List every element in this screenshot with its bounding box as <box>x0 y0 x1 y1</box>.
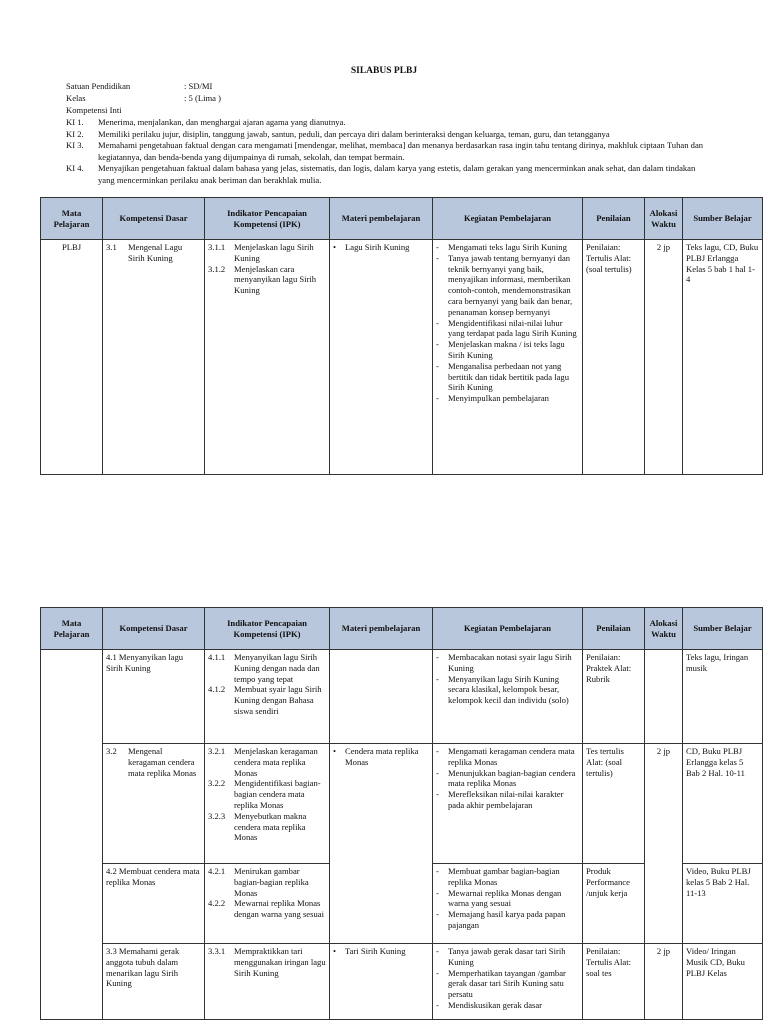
kegiatan-item: - Mewarnai replika Monas dengan warna yang sesuai <box>436 888 579 910</box>
page-title: SILABUS PLBJ <box>350 66 418 76</box>
kd-number: 3.1 <box>106 242 117 252</box>
cell-alokasi <box>645 650 683 744</box>
cell-sumber: Teks lagu, CD, Buku PLBJ Erlangga Kelas 5 bab 1 hal 1-4 <box>683 240 763 475</box>
cell-alokasi: 2 jp <box>645 744 683 944</box>
ipk-number: 3.2.2 <box>208 778 226 789</box>
header-kegiatan: Kegiatan Pembelajaran <box>433 608 583 650</box>
ipk-number: 4.2.2 <box>208 898 226 909</box>
materi-text: Cendera mata replika Monas <box>345 746 419 767</box>
ipk-number: 4.1.2 <box>208 684 226 695</box>
header-materi: Materi pembelajaran <box>330 608 433 650</box>
kegiatan-item: - Mengidentifikasi nilai-nilai luhur yang terdapat pada lagu Sirih Kuning <box>436 318 579 340</box>
meta-value: : 5 (Lima ) <box>184 93 221 103</box>
ipk-text: Mewarnai replika Monas dengan warna yang sesuai <box>234 898 324 920</box>
cell-kd: 3.3 Memahami gerak anggota tubuh dalam menarikan lagu Sirih Kuning <box>103 944 205 1020</box>
syllabus-table-1 <box>40 197 763 475</box>
ipk-number: 3.1.2 <box>208 263 226 274</box>
cell-sumber: Teks lagu, Iringan musik <box>683 650 763 744</box>
ipk-number: 4.2.1 <box>208 866 226 876</box>
header-kompetensi-dasar: Kompetensi Dasar <box>103 198 205 240</box>
kegiatan-item: - Menyimpulkan pembelajaran <box>436 393 579 404</box>
ipk-text: Menjelaskan cara menyanyikan lagu Sirih Kuning <box>234 263 317 296</box>
header-ipk: Indikator Pencapaian Kompetensi (IPK) <box>205 608 330 650</box>
ki-code: KI 3. <box>66 140 84 150</box>
ipk-item <box>208 811 326 843</box>
meta-value: : SD/MI <box>184 81 213 91</box>
kegiatan-item: - Tanya jawab gerak dasar tari Sirih Kuning <box>436 946 579 968</box>
header-sumber: Sumber Belajar <box>683 198 763 240</box>
kegiatan-item: - Menganalisa perbedaan not yang bertitik dan tidak bertitik pada lagu Sirih Kuning <box>436 361 579 393</box>
ipk-item <box>208 264 326 296</box>
ipk-text: Mengidentifikasi bagian-bagian cendera mata replika Monas <box>234 778 321 810</box>
cell-mapel: PLBJ <box>41 240 103 475</box>
cell-ipk <box>205 864 330 944</box>
cell-kd: 4.1 Menyanyikan lagu Sirih Kuning <box>103 650 205 744</box>
kegiatan-item: - Memajang hasil karya pada papan pajangan <box>436 909 579 931</box>
meta-kelas <box>66 93 221 105</box>
header-mata-pelajaran: Mata Pelajaran <box>41 608 103 650</box>
meta-kompetensi-inti <box>66 105 184 117</box>
header-materi: Materi pembelajaran <box>330 198 433 240</box>
table-header-row <box>41 608 763 650</box>
ki-code: KI 1. <box>66 117 84 127</box>
header-mata-pelajaran: Mata Pelajaran <box>41 198 103 240</box>
ki-item <box>66 129 706 141</box>
kegiatan-item: - Mendiskusikan gerak dasar <box>436 1000 579 1011</box>
cell-kegiatan <box>433 864 583 944</box>
cell-kegiatan <box>433 240 583 475</box>
header-alokasi: Alokasi Waktu <box>645 608 683 650</box>
kd-number: 3.2 <box>106 746 117 756</box>
ipk-text: Menyanyikan lagu Sirih Kuning dengan nada dan tempo yang tepat <box>234 652 320 684</box>
cell-materi <box>330 744 433 944</box>
ipk-text: Menyebutkan makna cendera mata replika Monas <box>234 810 307 843</box>
ki-item <box>66 140 706 163</box>
cell-penilaian: Tes tertulis Alat: (soal tertulis) <box>583 744 645 864</box>
cell-materi <box>330 944 433 1020</box>
kegiatan-item: - Menjelaskan makna / isi teks lagu Sirih Kuning <box>436 339 579 361</box>
ipk-item <box>208 866 326 898</box>
kegiatan-item: - Mengamati teks lagu Sirih Kuning <box>436 242 579 253</box>
table-row <box>41 240 763 475</box>
header-kompetensi-dasar: Kompetensi Dasar <box>103 608 205 650</box>
header-alokasi: Alokasi Waktu <box>645 198 683 240</box>
table-header-row <box>41 198 763 240</box>
kd-text: Mengenal keragaman cendera mata replika Monas <box>128 746 197 778</box>
meta-label: Kompetensi Inti <box>66 105 122 115</box>
table-row <box>41 650 763 744</box>
cell-sumber: Video, Buku PLBJ kelas 5 Bab 2 Hal. 11-13 <box>683 864 763 944</box>
cell-alokasi: 2 jp <box>645 944 683 1020</box>
ki-text: Memahami pengetahuan faktual dengan cara mengamati [mendengar, melihat, membaca] dan menanya berdasarkan rasa ingin tahu tentang dirinya, makhluk ciptaan Tuhan dan kegiatannya, dan benda-benda yang dijumpainya di rumah, sekolah, dan tempat bermain. <box>98 140 704 162</box>
meta-satuan <box>66 81 212 93</box>
header-kegiatan: Kegiatan Pembelajaran <box>433 198 583 240</box>
kegiatan-item: - Tanya jawab tentang bernyanyi dan teknik bernyanyi yang baik, menyajikan informasi, memberikan contoh-contoh, mendemonstrasikan cara bernyanyi yang baik dan benar, penanaman konsep bernyanyi <box>436 253 579 318</box>
ki-item <box>66 117 706 129</box>
ki-code: KI 4. <box>66 163 84 173</box>
cell-sumber: Video/ Iringan Musik CD, Buku PLBJ Kelas <box>683 944 763 1020</box>
cell-alokasi: 2 jp <box>645 240 683 475</box>
kegiatan-item: - Mengamati keragaman cendera mata replika Monas <box>436 746 579 768</box>
cell-ipk <box>205 944 330 1020</box>
cell-penilaian: Produk Performance /unjuk kerja <box>583 864 645 944</box>
cell-materi <box>330 650 433 744</box>
syllabus-table-2 <box>40 607 763 1020</box>
bullet-icon: • <box>333 946 337 956</box>
cell-penilaian: Penilaian: Tertulis Alat: soal tes <box>583 944 645 1020</box>
cell-ipk <box>205 240 330 475</box>
ipk-number: 4.1.1 <box>208 652 226 662</box>
cell-kegiatan <box>433 650 583 744</box>
cell-kd <box>103 744 205 864</box>
kegiatan-item: - Merefleksikan nilai-nilai karakter pada akhir pembelajaran <box>436 789 579 811</box>
table-row <box>41 744 763 864</box>
ki-text: Memiliki perilaku jujur, disiplin, tanggung jawab, santun, peduli, dan percaya diri dalam berinteraksi dengan keluarga, teman, guru, dan tetangganya <box>98 128 610 139</box>
header-penilaian: Penilaian <box>583 608 645 650</box>
meta-label: Kelas <box>66 93 86 103</box>
table-row <box>41 944 763 1020</box>
ipk-item <box>208 778 326 810</box>
kd-text: Mengenal Lagu Sirih Kuning <box>128 242 183 263</box>
meta-label: Satuan Pendidikan <box>66 81 131 91</box>
cell-sumber: CD, Buku PLBJ Erlangga kelas 5 Bab 2 Hal. 10-11 <box>683 744 763 864</box>
bullet-icon: • <box>333 242 337 252</box>
kegiatan-item: - Menunjukkan bagian-bagian cendera mata replika Monas <box>436 768 579 790</box>
materi-text: Tari Sirih Kuning <box>345 946 406 956</box>
ipk-item <box>208 746 326 778</box>
header-ipk: Indikator Pencapaian Kompetensi (IPK) <box>205 198 330 240</box>
cell-ipk <box>205 744 330 864</box>
cell-materi <box>330 240 433 475</box>
ipk-item <box>208 652 326 684</box>
bullet-icon: • <box>333 746 337 756</box>
kegiatan-item: - Membuat gambar bagian-bagian replika Monas <box>436 866 579 888</box>
ki-text: Menerima, menjalankan, dan menghargai ajaran agama yang dianutnya. <box>98 117 346 127</box>
kegiatan-item: - Membacakan notasi syair lagu Sirih Kuning <box>436 652 579 674</box>
header-sumber: Sumber Belajar <box>683 608 763 650</box>
cell-kegiatan <box>433 944 583 1020</box>
cell-penilaian: Penilaian: Tertulis Alat: (soal tertulis) <box>583 240 645 475</box>
ipk-number: 3.1.1 <box>208 242 226 252</box>
ki-item <box>66 163 706 186</box>
ipk-item <box>208 684 326 716</box>
ipk-number: 3.2.1 <box>208 746 226 756</box>
ipk-item <box>208 898 326 920</box>
ipk-item <box>208 242 326 264</box>
header-penilaian: Penilaian <box>583 198 645 240</box>
materi-text: Lagu Sirih Kuning <box>345 242 410 252</box>
cell-mapel <box>41 650 103 1020</box>
ki-list <box>66 117 706 186</box>
ipk-text: Menirukan gambar bagian-bagian replika Monas <box>234 866 309 898</box>
ipk-text: Menjelaskan keragaman cendera mata replika Monas <box>234 746 318 778</box>
cell-kd: 4.2 Membuat cendera mata replika Monas <box>103 864 205 944</box>
kegiatan-item: - Menyanyikan lagu Sirih Kuning secara klasikal, kelompok besar, kelompok kecil dan individu (solo) <box>436 674 579 706</box>
ipk-number: 3.2.3 <box>208 810 226 821</box>
cell-penilaian: Penilaian: Praktek Alat: Rubrik <box>583 650 645 744</box>
kegiatan-item: - Memperhatikan tayangan /gambar gerak dasar tari Sirih Kuning satu persatu <box>436 968 579 1000</box>
ipk-item <box>208 946 326 978</box>
cell-ipk <box>205 650 330 744</box>
ipk-number: 3.3.1 <box>208 946 226 956</box>
ipk-text: Membuat syair lagu Sirih Kuning dengan Bahasa siswa sendiri <box>234 684 322 716</box>
ki-code: KI 2. <box>66 128 84 139</box>
ipk-text: Mempraktikkan tari menggunakan iringan lagu Sirih Kuning <box>234 946 326 978</box>
cell-kegiatan <box>433 744 583 864</box>
ki-text: Menyajikan pengetahuan faktual dalam bahasa yang jelas, sistematis, dan logis, dalam karya yang estetis, dalam gerakan yang mencerminkan anak sehat, dan dalam tindakan yang mencerminkan perilaku anak beriman dan berakhlak mulia. <box>98 163 696 185</box>
ipk-text: Menjelaskan lagu Sirih Kuning <box>234 242 314 263</box>
cell-kd <box>103 240 205 475</box>
